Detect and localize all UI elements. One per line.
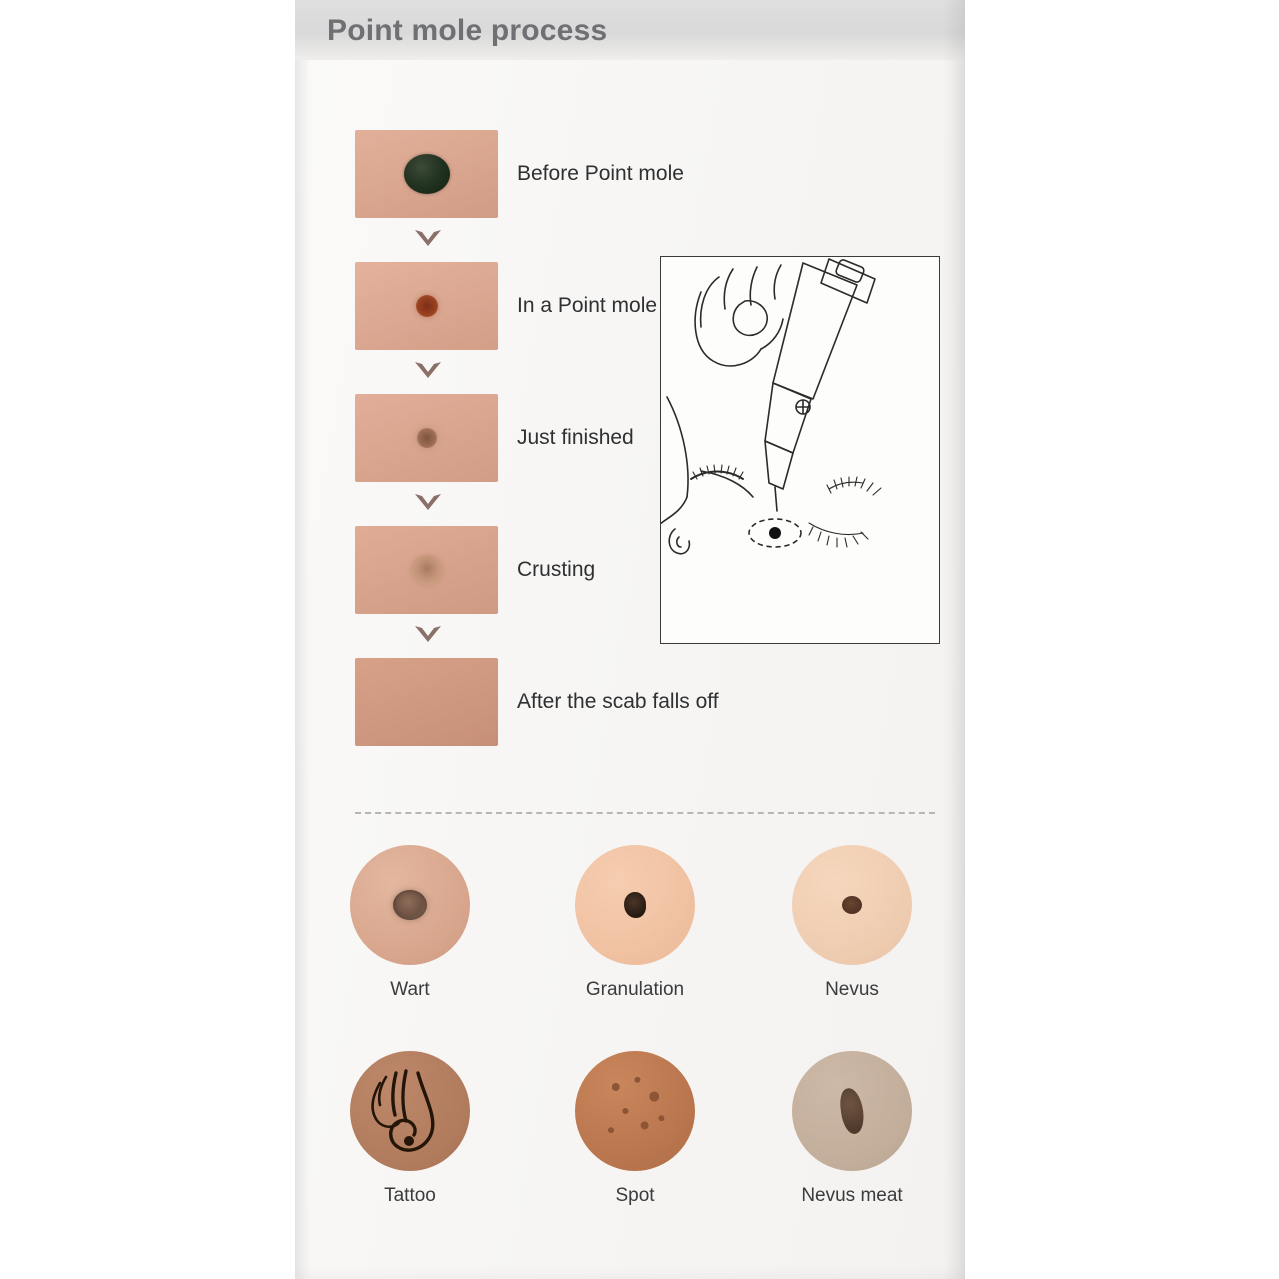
step-label: Crusting bbox=[517, 558, 596, 581]
page-title bbox=[327, 14, 607, 48]
condition-label: Spot bbox=[615, 1185, 655, 1206]
fresh-wound-mark bbox=[417, 428, 437, 448]
section-divider bbox=[355, 812, 935, 814]
condition-item bbox=[545, 845, 725, 1001]
step-swatch-crusting bbox=[355, 526, 498, 614]
process-step bbox=[355, 658, 955, 746]
condition-disc-granulation bbox=[575, 845, 695, 965]
condition-disc-nevus-meat bbox=[792, 1051, 912, 1171]
step-swatch-before bbox=[355, 130, 498, 218]
burn-crater-mark bbox=[416, 295, 438, 317]
condition-item bbox=[545, 1051, 725, 1207]
chevron-down-icon bbox=[411, 226, 445, 252]
step-swatch-just-finished bbox=[355, 394, 498, 482]
chevron-down-icon bbox=[411, 358, 445, 384]
wart-blob bbox=[393, 890, 427, 920]
spot-speckles bbox=[575, 1051, 695, 1171]
step-swatch-in-progress bbox=[355, 262, 498, 350]
condition-item bbox=[320, 1051, 500, 1207]
tattoo-blob bbox=[362, 1061, 458, 1161]
condition-item bbox=[320, 845, 500, 1001]
step-label: Just finished bbox=[517, 426, 634, 449]
condition-disc-spot bbox=[575, 1051, 695, 1171]
step-label: After the scab falls off bbox=[517, 690, 719, 713]
condition-disc-tattoo bbox=[350, 1051, 470, 1171]
scab-mark bbox=[411, 555, 443, 585]
chevron-down-icon bbox=[411, 490, 445, 516]
chevron-down-icon bbox=[411, 622, 445, 648]
plasma-pen-illustration bbox=[660, 256, 940, 644]
step-label: Before Point mole bbox=[517, 162, 684, 185]
page-title-text: Point mole process bbox=[327, 14, 608, 47]
condition-label: Granulation bbox=[585, 979, 685, 1000]
condition-disc-nevus bbox=[792, 845, 912, 965]
condition-item bbox=[762, 1051, 942, 1207]
condition-label: Tattoo bbox=[384, 1185, 436, 1206]
condition-item bbox=[762, 845, 942, 1001]
condition-disc-wart bbox=[350, 845, 470, 965]
condition-label: Nevus bbox=[825, 979, 879, 1000]
process-step bbox=[355, 130, 955, 218]
condition-label: Nevus meat bbox=[801, 1185, 903, 1206]
step-label: In a Point mole bbox=[517, 294, 658, 317]
granulation-blob bbox=[624, 892, 646, 918]
leaflet-page bbox=[295, 0, 965, 1279]
condition-label: Wart bbox=[390, 979, 430, 1000]
nevus-blob bbox=[842, 896, 862, 914]
nevus-meat-blob bbox=[838, 1087, 866, 1136]
mole-mark-dark bbox=[404, 154, 450, 194]
step-swatch-healed bbox=[355, 658, 498, 746]
